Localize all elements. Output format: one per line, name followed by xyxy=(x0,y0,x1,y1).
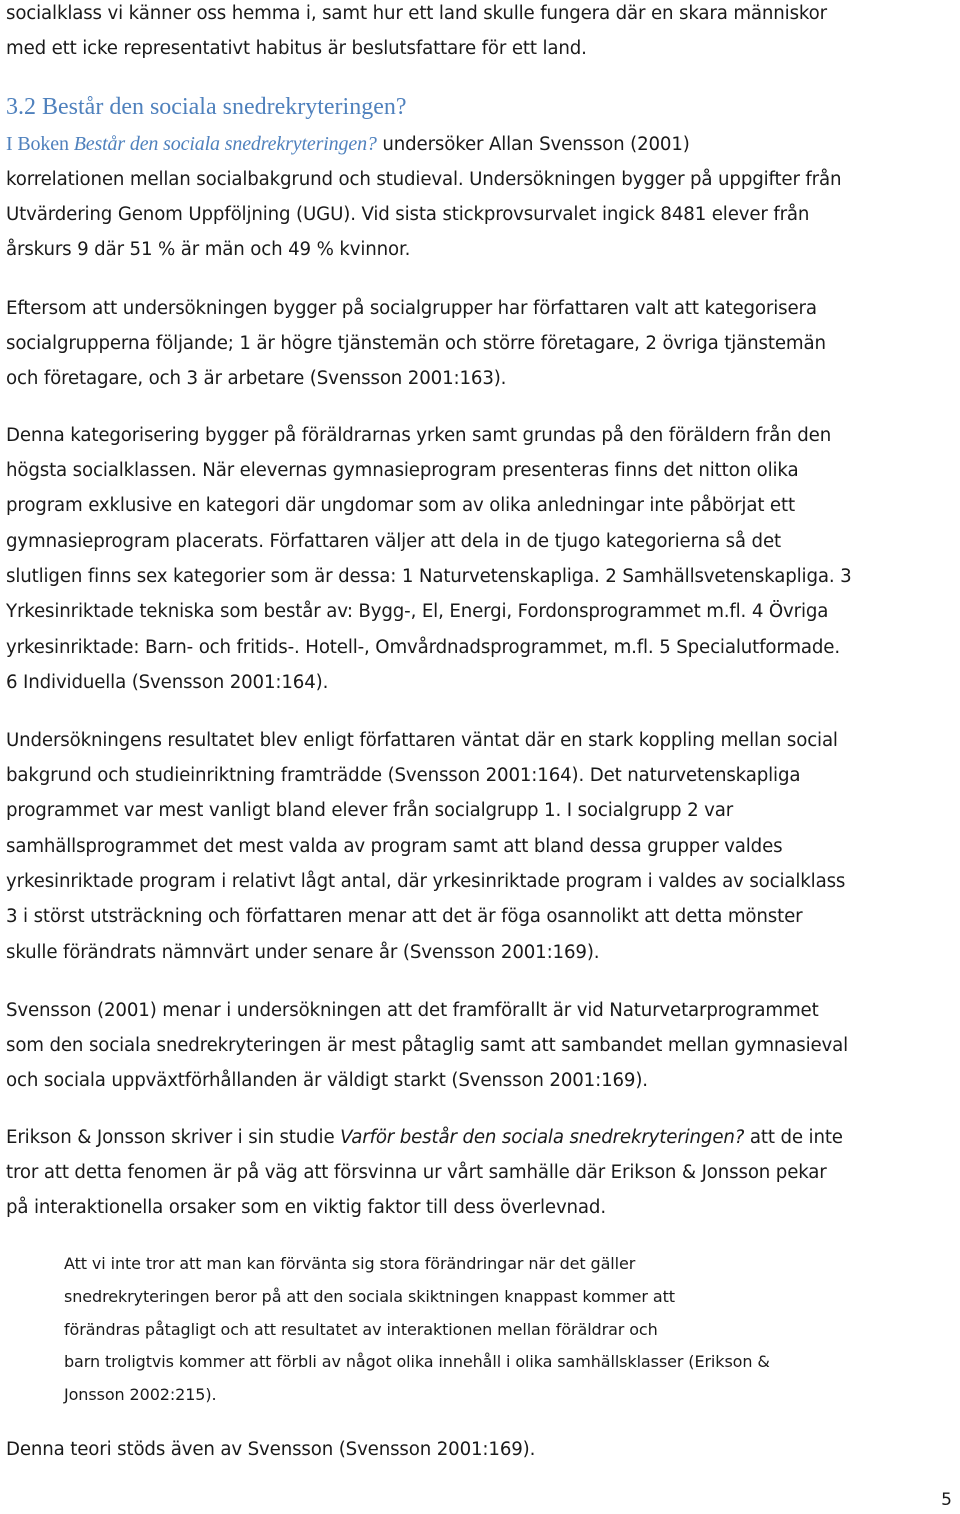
paragraph-line: gymnasieprogram placerats. Författaren väljer att dela in de tjugo kategorierna så det xyxy=(6,531,781,552)
intro-prefix: I Boken xyxy=(6,133,74,155)
page-number: 5 xyxy=(941,1490,952,1510)
paragraph-line: yrkesinriktade program i relativt lågt antal, där yrkesinriktade program i valdes av socialklass xyxy=(6,871,846,892)
paragraph-line: programmet var mest vanligt bland elever från socialgrupp 1. I socialgrupp 2 var xyxy=(6,800,734,821)
block-quote-line: Jonsson 2002:215). xyxy=(64,1385,217,1404)
paragraph-line: Svensson (2001) menar i undersökningen att det framförallt är vid Naturvetarprogrammet xyxy=(6,1000,819,1021)
section-heading: 3.2 Består den sociala snedrekryteringen? xyxy=(6,94,407,120)
paragraph-line: på interaktionella orsaker som en viktig faktor till dess överlevnad. xyxy=(6,1197,606,1218)
paragraph-line: 6 Individuella (Svensson 2001:164). xyxy=(6,672,329,693)
block-quote-line: förändras påtagligt och att resultatet av interaktionen mellan föräldrar och xyxy=(64,1320,658,1339)
paragraph-line: och företagare, och 3 är arbetare (Svensson 2001:163). xyxy=(6,368,507,389)
paragraph-line: korrelationen mellan socialbakgrund och studieval. Undersökningen bygger på uppgifter från xyxy=(6,169,842,190)
paragraph-line: Undersökningens resultatet blev enligt författaren väntat där en stark koppling mellan social xyxy=(6,730,838,751)
intro-book-title: Består den sociala snedrekryteringen? xyxy=(73,133,377,155)
paragraph-line: med ett icke representativt habitus är beslutsfattare för ett land. xyxy=(6,38,587,59)
paragraph-line: Eftersom att undersökningen bygger på socialgrupper har författaren valt att kategorisera xyxy=(6,298,817,319)
paragraph-line: Utvärdering Genom Uppföljning (UGU). Vid sista stickprovsurvalet ingick 8481 elever från xyxy=(6,204,810,225)
paragraph-line: samhällsprogrammet det mest valda av program samt att bland dessa grupper valdes xyxy=(6,836,783,857)
paragraph-line: slutligen finns sex kategorier som är dessa: 1 Naturvetenskapliga. 2 Samhällsvetenskapliga. 3 xyxy=(6,566,852,587)
intro-suffix: undersöker Allan Svensson (2001) xyxy=(376,134,690,155)
paragraph-line: socialgrupperna följande; 1 är högre tjänstemän och större företagare, 2 övriga tjänstemän xyxy=(6,333,826,354)
erikson-first-line xyxy=(6,1125,843,1151)
paragraph-line: socialklass vi känner oss hemma i, samt hur ett land skulle fungera där en skara människor xyxy=(6,3,827,24)
paragraph-line: som den sociala snedrekryteringen är mest påtaglig samt att sambandet mellan gymnasieval xyxy=(6,1035,849,1056)
paragraph-line: bakgrund och studieinriktning framträdde (Svensson 2001:164). Det naturvetenskapliga xyxy=(6,765,801,786)
paragraph-line: Yrkesinriktade tekniska som består av: Bygg-, El, Energi, Fordonsprogrammet m.fl. 4 Övriga xyxy=(6,601,829,622)
paragraph-line: tror att detta fenomen är på väg att försvinna ur vårt samhälle där Erikson & Jonsson pekar xyxy=(6,1162,827,1183)
paragraph-line: högsta socialklassen. När elevernas gymnasieprogram presenteras finns det nitton olika xyxy=(6,460,799,481)
paragraph-line: skulle förändrats nämnvärt under senare år (Svensson 2001:169). xyxy=(6,942,600,963)
paragraph-line: 3 i störst utsträckning och författaren menar att det är föga osannolikt att detta mönster xyxy=(6,906,803,927)
block-quote-line: barn troligtvis kommer att förbli av något olika innehåll i olika samhällsklasser (Erikson & xyxy=(64,1352,770,1371)
block-quote-line: Att vi inte tror att man kan förvänta sig stora förändringar när det gäller xyxy=(64,1254,636,1273)
block-quote-line: snedrekryteringen beror på att den sociala skiktningen knappast kommer att xyxy=(64,1287,675,1306)
erikson-prefix: Erikson & Jonsson skriver i sin studie xyxy=(6,1127,341,1148)
erikson-suffix: att de inte xyxy=(744,1127,843,1148)
paragraph-line: och sociala uppväxtförhållanden är väldigt starkt (Svensson 2001:169). xyxy=(6,1070,648,1091)
paragraph-line: Denna kategorisering bygger på föräldrarnas yrken samt grundas på den föräldern från den xyxy=(6,425,832,446)
paragraph-line: yrkesinriktade: Barn- och fritids-. Hotell-, Omvårdnadsprogrammet, m.fl. 5 Specialutformade. xyxy=(6,637,840,658)
paragraph-line: årskurs 9 där 51 % är män och 49 % kvinnor. xyxy=(6,239,411,260)
paragraph-line: program exklusive en kategori där ungdomar som av olika anledningar inte påbörjat ett xyxy=(6,495,795,516)
erikson-study-title: Varför består den sociala snedrekryteringen? xyxy=(340,1127,745,1148)
closing-line: Denna teori stöds även av Svensson (Svensson 2001:169). xyxy=(6,1439,536,1460)
intro-first-line xyxy=(6,131,690,158)
